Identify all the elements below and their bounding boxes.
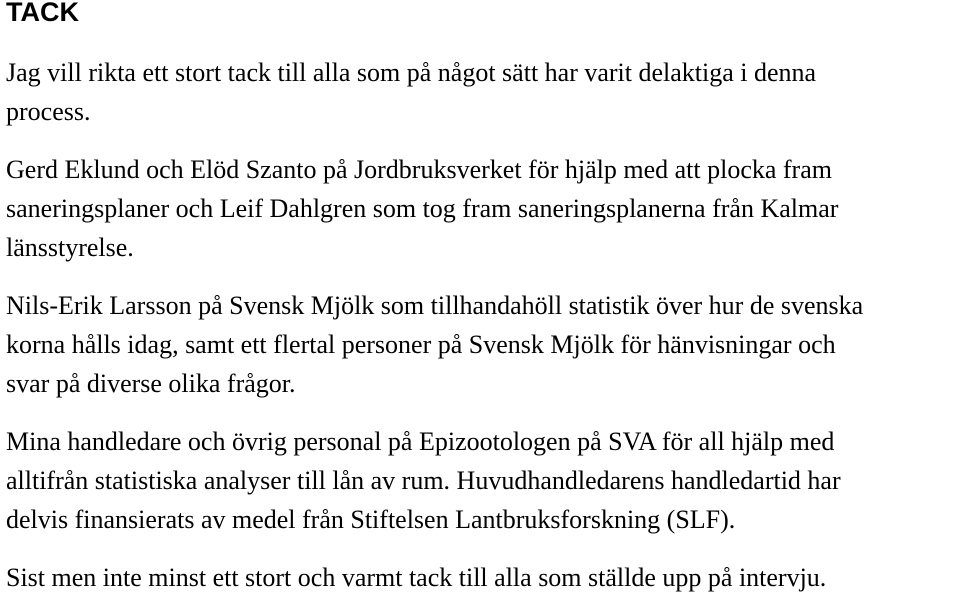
text-line: alltifrån statistiska analyser till lån av rum. Huvudhandledarens handledartid har — [6, 466, 841, 495]
paragraph-closing — [6, 558, 956, 597]
paragraph-svensk-mjolk — [6, 286, 956, 403]
text-line: korna hålls idag, samt ett flertal personer på Svensk Mjölk för hänvisningar och — [6, 330, 836, 359]
document-page — [6, 0, 956, 597]
text-line: svar på diverse olika frågor. — [6, 369, 296, 398]
text-line: Jag vill rikta ett stort tack till alla som på något sätt har varit delaktiga i denna — [6, 58, 817, 87]
paragraph-jordbruksverket — [6, 150, 956, 267]
text-line: process. — [6, 97, 91, 126]
text-line: Mina handledare och övrig personal på Epizootologen på SVA för all hjälp med — [6, 427, 835, 456]
page-title: TACK — [6, 0, 79, 27]
paragraph-handledare — [6, 422, 956, 539]
text-line: saneringsplaner och Leif Dahlgren som tog fram saneringsplanerna från Kalmar — [6, 194, 839, 223]
text-line: Gerd Eklund och Elöd Szanto på Jordbruksverket för hjälp med att plocka fram — [6, 155, 832, 184]
text-line: delvis finansierats av medel från Stiftelsen Lantbruksforskning (SLF). — [6, 505, 736, 534]
text-line: Sist men inte minst ett stort och varmt tack till alla som ställde upp på intervju. — [6, 563, 827, 592]
paragraph-intro — [6, 53, 956, 131]
text-line: länsstyrelse. — [6, 233, 134, 262]
text-line: Nils-Erik Larsson på Svensk Mjölk som tillhandahöll statistik över hur de svenska — [6, 291, 864, 320]
